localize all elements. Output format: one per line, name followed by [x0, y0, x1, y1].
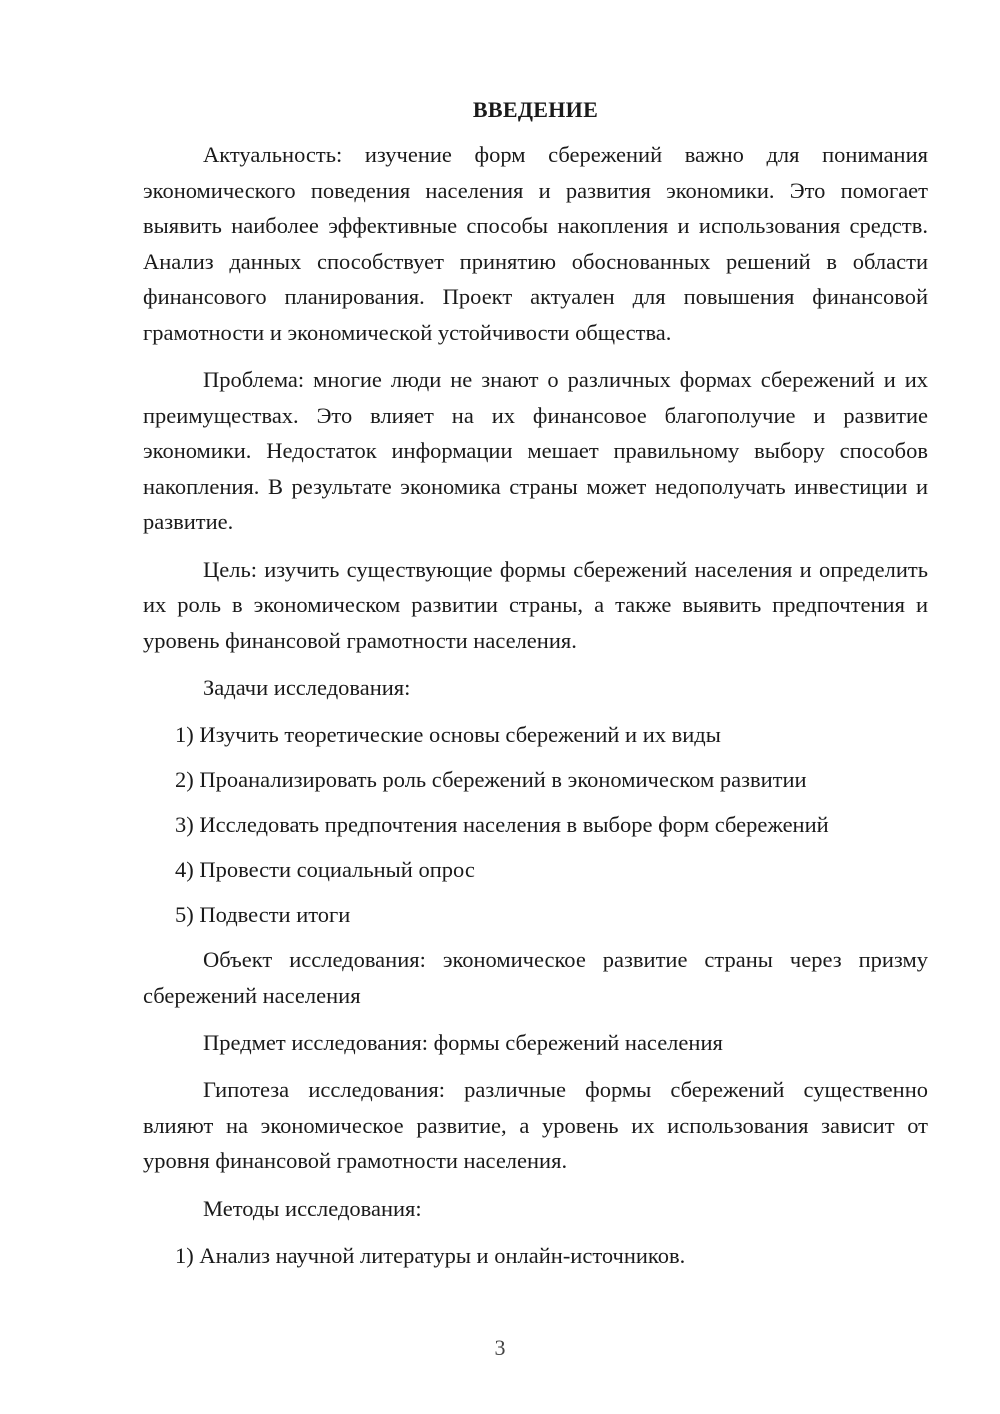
list-item-number: 5) — [175, 902, 194, 927]
section-heading: ВВЕДЕНИЕ — [472, 97, 599, 122]
subject-paragraph: Предмет исследования: формы сбережений населения — [203, 1030, 723, 1055]
goal-paragraph: Цель: изучить существующие формы сбережений населения и определить их роль в экономическом развитии страны, а также выявить предпочтения и уровень финансовой грамотности населения. — [143, 556, 928, 653]
list-item — [175, 717, 928, 752]
list-item — [175, 897, 928, 932]
list-item-text: Анализ научной литературы и онлайн-источников. — [199, 1242, 686, 1268]
relevance-paragraph: Актуальность: изучение форм сбережений важно для понимания экономического поведения населения и развития экономики. Это помогает выявить наиболее эффективные способы накопления и использования средств. Анализ данных способствует принятию обоснованных решений в области финансового планирования. Проект актуален для повышения финансовой грамотности и экономической устойчивости общества. — [143, 142, 928, 345]
list-item-number: 1) — [175, 1242, 194, 1268]
list-item-text: Исследовать предпочтения населения в выборе форм сбережений — [199, 812, 829, 837]
tasks-title: Задачи исследования: — [203, 675, 411, 700]
object-paragraph: Объект исследования: экономическое развитие страны через призму сбережений населения — [143, 947, 928, 1008]
list-item-number: 3) — [175, 812, 194, 837]
list-item-text: Проанализировать роль сбережений в экономическом развитии — [199, 767, 807, 792]
list-item — [175, 1238, 928, 1273]
list-item — [175, 852, 928, 887]
list-item-text: Изучить теоретические основы сбережений и их виды — [199, 722, 721, 747]
list-item-number: 4) — [175, 857, 194, 882]
list-item-number: 1) — [175, 722, 194, 747]
problem-paragraph: Проблема: многие люди не знают о различных формах сбережений и их преимуществах. Это влияет на их финансовое благополучие и развитие экономики. Недостаток информации мешает правильному выбору способов накопления. В результате экономика страны может недополучать инвестиции и развитие. — [143, 367, 928, 534]
list-item-text: Подвести итоги — [199, 902, 351, 927]
list-item-number: 2) — [175, 767, 194, 792]
hypothesis-paragraph: Гипотеза исследования: различные формы сбережений существенно влияют на экономическое развитие, а уровень их использования зависит от уровня финансовой грамотности населения. — [143, 1077, 928, 1173]
methods-title: Методы исследования: — [203, 1195, 422, 1221]
list-item-text: Провести социальный опрос — [199, 857, 475, 882]
page-content — [143, 95, 928, 1283]
list-item — [175, 807, 928, 842]
list-item — [175, 762, 928, 797]
page-number: 3 — [494, 1335, 506, 1360]
methods-list — [143, 1238, 928, 1273]
tasks-list — [143, 717, 928, 932]
